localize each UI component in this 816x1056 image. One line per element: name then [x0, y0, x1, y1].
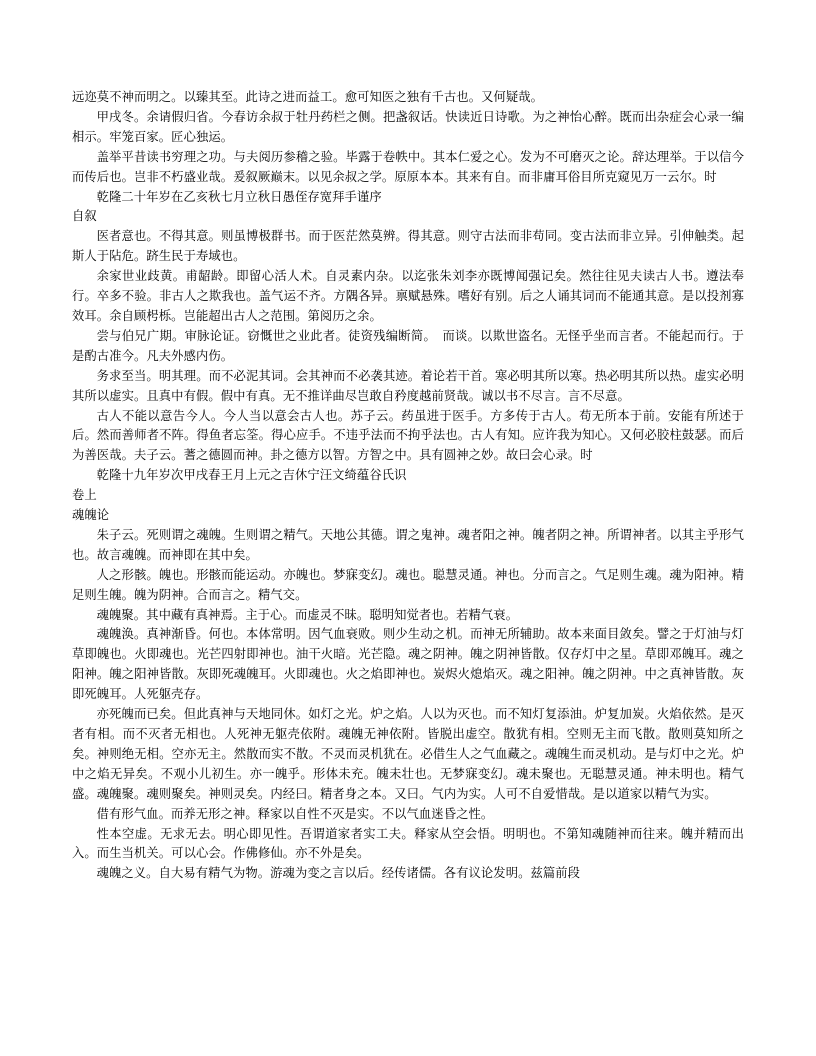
paragraph: 性本空虚。无求无去。明心即见性。吾谓道家者实工夫。释家从空会悟。明明也。不第知魂随神而往来。魄并精而出入。而生当机关。可以心会。作佛修仙。亦不外是矣。: [72, 826, 744, 861]
document-body: [72, 88, 744, 884]
section-heading-juanshang: 卷上: [72, 488, 97, 503]
paragraph: 魂魄涣。真神渐昏。何也。本体常明。因气血衰败。则少生动之机。而神无所辅助。故本来面目敛矣。譬之于灯油与灯草即魄也。火即魂也。光芒四射即神也。油干火暗。光芒隐。魂之阴神。魄之阴神皆散。仅存灯中之星。草即邓魄耳。魂之阳神。魄之阳神皆散。灰即死魂魄耳。火即魂也。火之焰即神也。炭烬火熄焰灭。魂之阳神。魄之阴神。中之真神皆散。灰即死魄耳。人死躯壳存。: [72, 627, 744, 702]
preface-signature-zuncheng: 乾隆二十年岁在乙亥秋七月立秋日愚侄存宽拜手谨序: [96, 189, 382, 204]
section-heading-zixu: 自叙: [72, 209, 97, 224]
paragraph: 魂魄之义。自大易有精气为物。游魂为变之言以后。经传诸儒。各有议论发明。兹篇前段: [96, 866, 581, 881]
paragraph: 远迩莫不神而明之。以臻其至。此诗之进而益工。愈可知医之独有千古也。又何疑哉。: [72, 90, 544, 104]
paragraph: 古人不能以意告今人。今人当以意会古人也。苏子云。药虽进于医手。方多传于古人。苟无所本于前。安能有所述于后。然而善师者不阵。得鱼者忘筌。得心应手。不违乎法而不拘乎法也。古人有知。应许我为知心。又何必胶柱鼓瑟。而后为善医哉。夫子云。蓍之德圆而神。卦之德方以智。方智之中。具有圆神之妙。故曰会心录。时: [72, 408, 744, 463]
section-heading-hunpolun: 魂魄论: [72, 508, 110, 523]
paragraph: 朱子云。死则谓之魂魄。生则谓之精气。天地公其德。谓之鬼神。魂者阳之神。魄者阴之神。所谓神者。以其主乎形气也。故言魂魄。而神即在其中矣。: [72, 527, 744, 562]
paragraph: 余家世业歧黄。甫龆龄。即留心活人术。自灵素内杂。以迄张朱刘李亦既博闻强记矣。然往往见夫读古人书。遵法奉行。卒多不验。非古人之欺我也。盖气运不齐。方隅各异。禀赋悬殊。嗜好有别。后之人诵其词而不能通其意。是以投剂寡效耳。余自顾枵栎。岂能超出古人之范围。第阅历之余。: [72, 269, 744, 323]
paragraph: 借有形气血。而养无形之神。释家以自性不灭是实。不以气血迷昏之性。: [96, 806, 494, 821]
paragraph: 盖举平昔读书穷理之功。与夫阅历参稽之验。毕露于卷帙中。其本仁爱之心。发为不可磨灭之论。辞达理举。于以信今而传后也。岂非不朽盛业哉。爰叙厥巅末。以见余叔之学。原原本本。其来有自。而非庸耳俗目所克窥见万一云尔。时: [72, 149, 744, 184]
preface-signature-wangwenqi: 乾隆十九年岁次甲戌春王月上元之吉休宁汪文绮蕴谷氏识: [96, 468, 407, 483]
paragraph: 魂魄聚。其中藏有真神焉。主于心。而虚灵不昧。聪明知觉者也。若精气衰。: [96, 607, 519, 622]
paragraph: 尝与伯兄广期。审脉论证。窃慨世之业此者。徒资残编断简。 而谈。以欺世盗名。无怪乎坐而言者。不能起而行。于是酌古准今。凡夫外感内伤。: [72, 328, 744, 363]
paragraph: 务求至当。明其理。而不必泥其词。会其神而不必袭其迹。着论若干首。寒必明其所以寒。热必明其所以热。虚实必明其所以虚实。且真中有假。假中有真。无不推详曲尽岂敢自矜度越前贤哉。诚以书不尽言。言不尽意。: [72, 368, 744, 403]
paragraph: 医者意也。不得其意。则虽博极群书。而于医茫然莫辨。得其意。则守古法而非苟同。变古法而非立异。引伸触类。起斯人于阽危。跻生民于寿域也。: [72, 229, 744, 264]
paragraph: 人之形骸。魄也。形骸而能运动。亦魄也。梦寐变幻。魂也。聪慧灵通。神也。分而言之。气足则生魂。魂为阳神。精足则生魄。魄为阴神。合而言之。精气交。: [72, 567, 744, 602]
paragraph: 甲戌冬。余请假归省。今春访余叔于牡丹药栏之侧。把盏叙话。快读近日诗歌。为之神怡心醉。既而出杂症会心录一编相示。牢笼百家。匠心独运。: [72, 109, 744, 144]
paragraph: 亦死魄而已矣。但此真神与天地同休。如灯之光。炉之焰。人以为灭也。而不知灯复添油。炉复加炭。火焰依然。是灭者有相。而不灭者无相也。人死神无躯壳依附。魂魄无神依附。皆脱出虚空。散犹有相。空则无主而飞散。散则莫知所之矣。神则绝无相。空亦无主。然散而实不散。不灵而灵机犹在。必借生人之气血藏之。魂魄生而灵机动。是与灯中之光。炉中之焰无异矣。不观小儿初生。亦一魄乎。形体未充。魄未壮也。无梦寐变幻。魂未聚也。无聪慧灵通。神未明也。精气盛。魂魄聚。魂则聚矣。神则灵矣。内经曰。精者身之本。又曰。气内为实。人可不自爱惜哉。是以道家以精气为实。: [72, 707, 744, 801]
